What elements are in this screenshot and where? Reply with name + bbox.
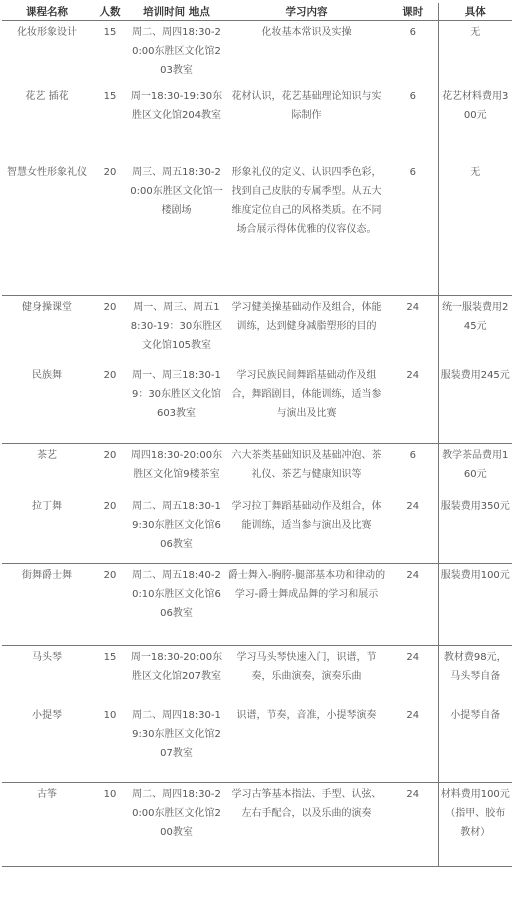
content-cell: 学习古筝基本指法、手型、认弦、左右手配合，以及乐曲的演奏 (225, 783, 388, 867)
detail-cell: 教学茶品费用160元 (438, 444, 512, 495)
course-name-cell: 智慧女性形象礼仪 (7, 166, 87, 178)
hours-cell: 6 (388, 85, 438, 161)
table-row (2, 85, 512, 161)
content-cell: 六大茶类基础知识及基础冲泡、茶礼仪、茶艺与健康知识等 (225, 444, 388, 495)
course-name-cell: 民族舞 (32, 369, 62, 381)
course-table (2, 3, 512, 867)
content-cell: 形象礼仪的定义、认识四季色彩，找到自己皮肤的专属季型。从五大维度定位自己的风格类质。在不同场合展示得体优雅的仪容仪态。 (231, 166, 382, 235)
schedule-cell: 周一18:30-20:00东胜区文化馆207教室 (128, 646, 225, 704)
detail-cell: 服装费用100元 (438, 564, 512, 646)
count-cell: 10 (92, 783, 128, 867)
content-cell: 识谱，节奏，音准，小提琴演奏 (236, 709, 377, 721)
count-cell: 20 (92, 444, 128, 495)
course-name-cell: 小提琴 (32, 709, 62, 721)
course-name-cell: 古筝 (2, 783, 92, 867)
count-cell: 10 (103, 709, 117, 721)
header-detail: 具体 (438, 3, 512, 21)
content-cell: 学习拉丁舞蹈基础动作及组合，体能训练，适当参与演出及比赛 (231, 500, 382, 531)
header-content: 学习内容 (225, 3, 388, 21)
detail-cell: 小提琴自备 (450, 709, 501, 721)
table-row (2, 444, 512, 495)
table-row (2, 161, 512, 296)
course-name-cell: 健身操课堂 (2, 296, 92, 364)
schedule-cell: 周四18:30-20:00东胜区文化馆9楼茶室 (128, 444, 225, 495)
content-cell: 学习马头琴快速入门，识谱，节奏，乐曲演奏，演奏乐曲 (225, 646, 388, 704)
header-course-name: 课程名称 (2, 3, 92, 21)
course-name-cell: 花艺 插花 (25, 90, 69, 102)
schedule-cell: 周一、周三18:30-19：30东胜区文化馆603教室 (131, 369, 222, 419)
hours-cell: 24 (388, 364, 438, 444)
detail-cell: 无 (470, 166, 481, 178)
hours-cell: 24 (388, 783, 438, 867)
hours-cell: 24 (388, 495, 438, 564)
schedule-cell: 周二、周四18:30-20:00东胜区文化馆200教室 (128, 783, 225, 867)
content-cell: 学习民族民间舞蹈基础动作及组合，舞蹈剧目，体能训练，适当参与演出及比赛 (231, 369, 382, 419)
course-name-cell: 街舞爵士舞 (2, 564, 92, 646)
count-cell: 20 (103, 500, 117, 512)
table-row (2, 704, 512, 783)
table-row (2, 646, 512, 704)
table-row (2, 364, 512, 444)
content-cell: 花材认识，花艺基础理论知识与实际制作 (231, 90, 382, 121)
content-cell: 爵士舞入-胸胯-腿部基本功和律动的学习-爵士舞成品舞的学习和展示 (225, 564, 388, 646)
count-cell: 15 (103, 90, 117, 102)
detail-cell: 服装费用350元 (440, 500, 510, 512)
schedule-cell: 周二、周五18:30-19:30东胜区文化馆606教室 (132, 500, 221, 550)
detail-cell: 花艺材料费用300元 (442, 90, 509, 121)
table-row (2, 783, 512, 867)
hours-cell: 6 (388, 161, 438, 296)
hours-cell: 24 (388, 646, 438, 704)
count-cell: 20 (92, 564, 128, 646)
header-row (2, 3, 512, 21)
course-name-cell: 茶艺 (2, 444, 92, 495)
count-cell: 15 (103, 27, 117, 38)
detail-cell: 服装费用245元 (440, 369, 510, 381)
table-row (2, 296, 512, 364)
schedule-cell: 周一、周三、周五18:30-19：30东胜区文化馆105教室 (128, 296, 225, 364)
course-name-cell: 马头琴 (2, 646, 92, 704)
table-row (2, 495, 512, 564)
table-row (2, 564, 512, 646)
content-cell: 化妆基本常识及实操 (261, 27, 352, 38)
schedule-cell: 周二、周四18:30-19:30东胜区文化馆207教室 (132, 709, 221, 759)
schedule-cell: 周一18:30-19:30东胜区文化馆204教室 (130, 90, 223, 121)
course-name-cell: 拉丁舞 (32, 500, 62, 512)
hours-cell: 24 (388, 296, 438, 364)
header-count: 人数 (92, 3, 128, 21)
count-cell: 20 (103, 369, 117, 381)
table-row (2, 21, 512, 85)
hours-cell: 6 (388, 444, 438, 495)
count-cell: 20 (103, 166, 117, 178)
detail-cell: 统一服装费用245元 (438, 296, 512, 364)
hours-cell: 24 (388, 564, 438, 646)
detail-cell: 无 (470, 27, 481, 38)
hours-cell: 6 (388, 21, 438, 85)
schedule-cell: 周二、周四18:30-20:00东胜区文化馆203教室 (132, 27, 221, 76)
hours-cell: 24 (388, 704, 438, 783)
count-cell: 20 (92, 296, 128, 364)
course-name-cell: 化妆形象设计 (17, 27, 77, 38)
header-schedule: 培训时间 地点 (128, 3, 225, 21)
header-hours: 课时 (388, 3, 438, 21)
detail-cell: 教材费98元，马头琴自备 (438, 646, 512, 704)
schedule-cell: 周二、周五18:40-20:10东胜区文化馆606教室 (128, 564, 225, 646)
detail-cell: 材料费用100元（指甲、胶布教材） (438, 783, 512, 867)
content-cell: 学习健美操基础动作及组合，体能训练，达到健身减脂塑形的目的 (225, 296, 388, 364)
count-cell: 15 (92, 646, 128, 704)
schedule-cell: 周三、周五18:30-20:00东胜区文化馆一楼剧场 (130, 166, 223, 216)
